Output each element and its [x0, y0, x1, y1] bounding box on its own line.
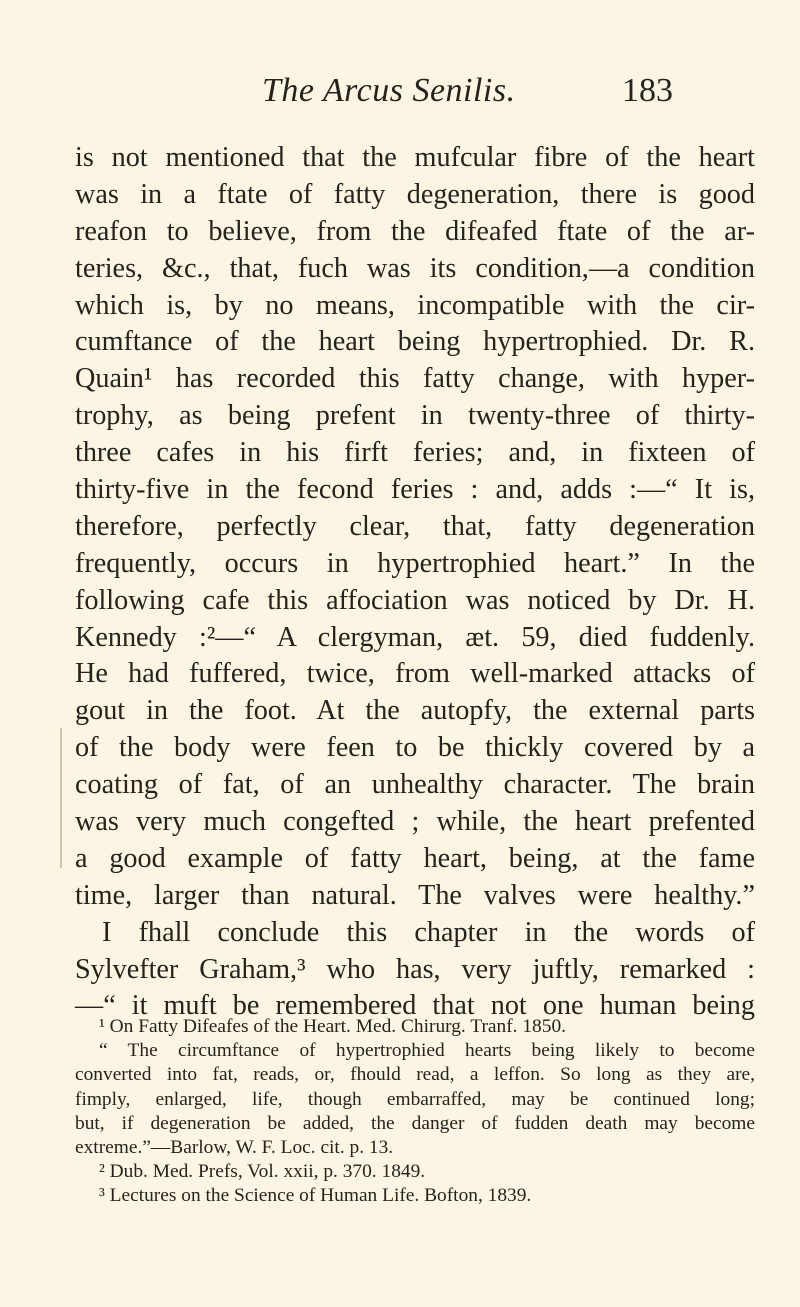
margin-mark [60, 728, 62, 868]
footnote-line: ³ Lectures on the Science of Human Life. Bofton, 1839. [99, 1185, 532, 1207]
footnote-line: extreme.”—Barlow, W. F. Loc. cit. p. 13. [75, 1136, 394, 1158]
body-line: which is, by no means, incompatible with the cir- [75, 289, 755, 321]
body-line: coating of fat, of an unhealthy character. The brain [75, 769, 755, 801]
body-text [75, 140, 755, 1025]
footnote-line: ² Dub. Med. Prefs, Vol. xxii, p. 370. 1849. [99, 1161, 426, 1183]
body-line: is not mentioned that the mufcular fibre of the heart [75, 142, 755, 173]
body-line: Kennedy :²—“ A clergyman, æt. 59, died fuddenly. [75, 621, 755, 653]
body-line: time, larger than natural. The valves were healthy.” [75, 879, 755, 911]
body-line: gout in the foot. At the autopfy, the external parts [75, 695, 755, 727]
body-line: cumftance of the heart being hypertrophied. Dr. R. [75, 326, 755, 358]
footnote-line: but, if degeneration be added, the danger of fudden death may become [75, 1112, 755, 1134]
body-line: a good example of fatty heart, being, at the fame [75, 842, 755, 874]
body-line: —“ it muft be remembered that not one human being [75, 990, 755, 1022]
body-line: reafon to believe, from the difeafed ftate of the ar- [75, 215, 755, 247]
body-line: trophy, as being prefent in twenty-three of thirty- [75, 400, 755, 432]
footnote-line: converted into fat, reads, or, fhould read, a leffon. So long as they are, [75, 1064, 755, 1086]
body-line: I fhall conclude this chapter in the words of [102, 916, 755, 948]
body-line: of the body were feen to be thickly covered by a [75, 732, 755, 764]
body-line: He had fuffered, twice, from well-marked attacks of [75, 658, 755, 690]
body-line: Sylvefter Graham,³ who has, very juftly, remarked : [75, 953, 755, 985]
body-line: teries, &c., that, fuch was its condition,—a condition [75, 252, 755, 284]
body-line: frequently, occurs in hypertrophied heart.” In the [75, 547, 755, 579]
footnotes [75, 1015, 755, 1209]
footnote-line: “ The circumftance of hypertrophied hearts being likely to become [99, 1040, 755, 1062]
running-head [0, 72, 800, 122]
body-line: therefore, perfectly clear, that, fatty degeneration [75, 510, 755, 542]
body-line: was in a ftate of fatty degeneration, there is good [75, 178, 755, 210]
body-line: three cafes in his firft feries; and, in fixteen of [75, 437, 755, 469]
running-title: The Arcus Senilis. [262, 72, 516, 109]
footnote-line: fimply, enlarged, life, though embarraffed, may be continued long; [75, 1088, 755, 1110]
body-line: thirty-five in the fecond feries : and, adds :—“ It is, [75, 474, 755, 506]
page-number: 183 [622, 72, 673, 109]
body-line: Quain¹ has recorded this fatty change, with hyper- [75, 363, 755, 395]
footnote-line: ¹ On Fatty Difeafes of the Heart. Med. Chirurg. Tranf. 1850. [99, 1016, 566, 1037]
body-line: following cafe this affociation was noticed by Dr. H. [75, 584, 755, 616]
body-line: was very much congefted ; while, the heart prefented [75, 806, 755, 838]
